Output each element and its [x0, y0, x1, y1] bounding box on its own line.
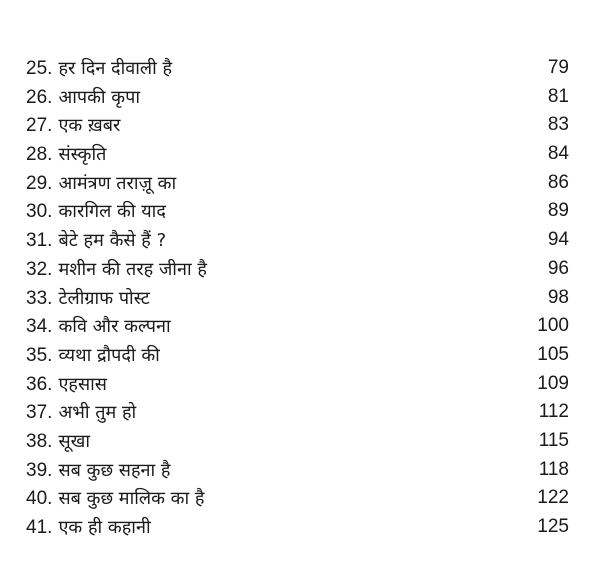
entry-number: 30.: [26, 201, 53, 223]
entry-number: 28.: [26, 144, 53, 166]
entry-page-number: 89: [547, 200, 569, 222]
entry-title: एक ख़बर: [58, 115, 121, 137]
entry-title: व्यथा द्रौपदी की: [58, 344, 160, 366]
entry-number: 26.: [26, 86, 53, 108]
entry-title: कवि और कल्पना: [58, 316, 171, 338]
entry-number: 33.: [26, 287, 53, 309]
entry-number: 37.: [26, 402, 53, 424]
toc-entry: [0, 312, 600, 341]
toc-entry-text: [26, 197, 166, 227]
entry-title: संस्कृति: [58, 144, 107, 166]
toc-entry: [0, 226, 600, 255]
entry-title: आमंत्रण तराज़ू का: [58, 172, 177, 194]
entry-page-number: 79: [547, 57, 569, 78]
toc-entry-text: [26, 370, 107, 400]
entry-title: कारगिल की याद: [58, 201, 166, 223]
entry-number: 27.: [26, 115, 53, 137]
entry-page-number: 115: [538, 429, 569, 451]
entry-page-number: 94: [547, 229, 569, 251]
entry-page-number: 112: [538, 401, 569, 423]
toc-entry: [0, 54, 600, 83]
toc-entry-text: [26, 341, 160, 371]
entry-number: 29.: [26, 172, 53, 194]
toc-entry: [0, 513, 600, 542]
toc-entry-text: [26, 427, 90, 457]
toc-entry-text: [26, 312, 171, 342]
entry-title: मशीन की तरह जीना है: [58, 258, 207, 280]
toc-entry: [0, 284, 600, 313]
entry-title: सब कुछ मालिक का है: [58, 488, 205, 510]
entry-number: 36.: [26, 373, 53, 395]
entry-title: सूखा: [58, 430, 91, 452]
toc-entry-text: [26, 484, 204, 514]
toc-entry: [0, 140, 600, 169]
entry-page-number: 118: [538, 458, 569, 480]
entry-number: 41.: [26, 517, 53, 538]
entry-title: आपकी कृपा: [58, 86, 141, 108]
entry-title: टेलीग्राफ पोस्ट: [58, 287, 150, 309]
toc-entry: [0, 169, 600, 198]
entry-page-number: 81: [547, 85, 569, 107]
entry-page-number: 105: [537, 343, 569, 365]
toc-entry-text: [26, 54, 172, 84]
entry-title: अभी तुम हो: [58, 402, 137, 424]
entry-title: बेटे हम कैसे हैं ?: [58, 230, 167, 252]
toc-entry-text: [26, 83, 140, 113]
toc-entry: [0, 484, 600, 513]
entry-page-number: 125: [537, 516, 569, 537]
toc-entry: [0, 370, 600, 399]
toc-entry-text: [26, 284, 150, 314]
toc-entry: [0, 255, 600, 284]
toc-entry: [0, 197, 600, 226]
toc-entry: [0, 456, 600, 485]
toc-entry: [0, 341, 600, 370]
entry-number: 34.: [26, 316, 53, 338]
toc-entry-text: [26, 398, 136, 428]
toc-entry: [0, 111, 600, 140]
toc-entry-text: [26, 169, 176, 199]
entry-page-number: 100: [537, 315, 569, 337]
toc-entry-text: [26, 226, 166, 256]
toc-entry-text: [26, 456, 170, 486]
entry-title: एक ही कहानी: [58, 517, 151, 538]
entry-number: 40.: [26, 488, 53, 510]
toc-entry: [0, 83, 600, 112]
entry-page-number: 98: [547, 286, 569, 308]
toc-entry-text: [26, 255, 207, 285]
entry-title: एहसास: [58, 373, 107, 395]
entry-number: 38.: [26, 430, 53, 452]
entry-number: 31.: [26, 230, 53, 252]
entry-number: 35.: [26, 344, 53, 366]
toc-entry-text: [26, 140, 106, 170]
entry-title: हर दिन दीवाली है: [58, 58, 173, 79]
toc-entry-text: [26, 513, 151, 543]
entry-page-number: 109: [537, 372, 569, 394]
toc-entry: [0, 427, 600, 456]
entry-number: 32.: [26, 258, 53, 280]
entry-number: 25.: [26, 58, 53, 79]
entry-number: 39.: [26, 459, 53, 481]
table-of-contents: [0, 54, 600, 542]
entry-page-number: 86: [547, 171, 569, 193]
entry-title: सब कुछ सहना है: [58, 459, 171, 481]
entry-page-number: 96: [547, 257, 569, 279]
entry-page-number: 83: [547, 114, 569, 136]
toc-entry-text: [26, 111, 120, 141]
entry-page-number: 122: [537, 487, 569, 509]
toc-entry: [0, 398, 600, 427]
entry-page-number: 84: [547, 143, 569, 165]
